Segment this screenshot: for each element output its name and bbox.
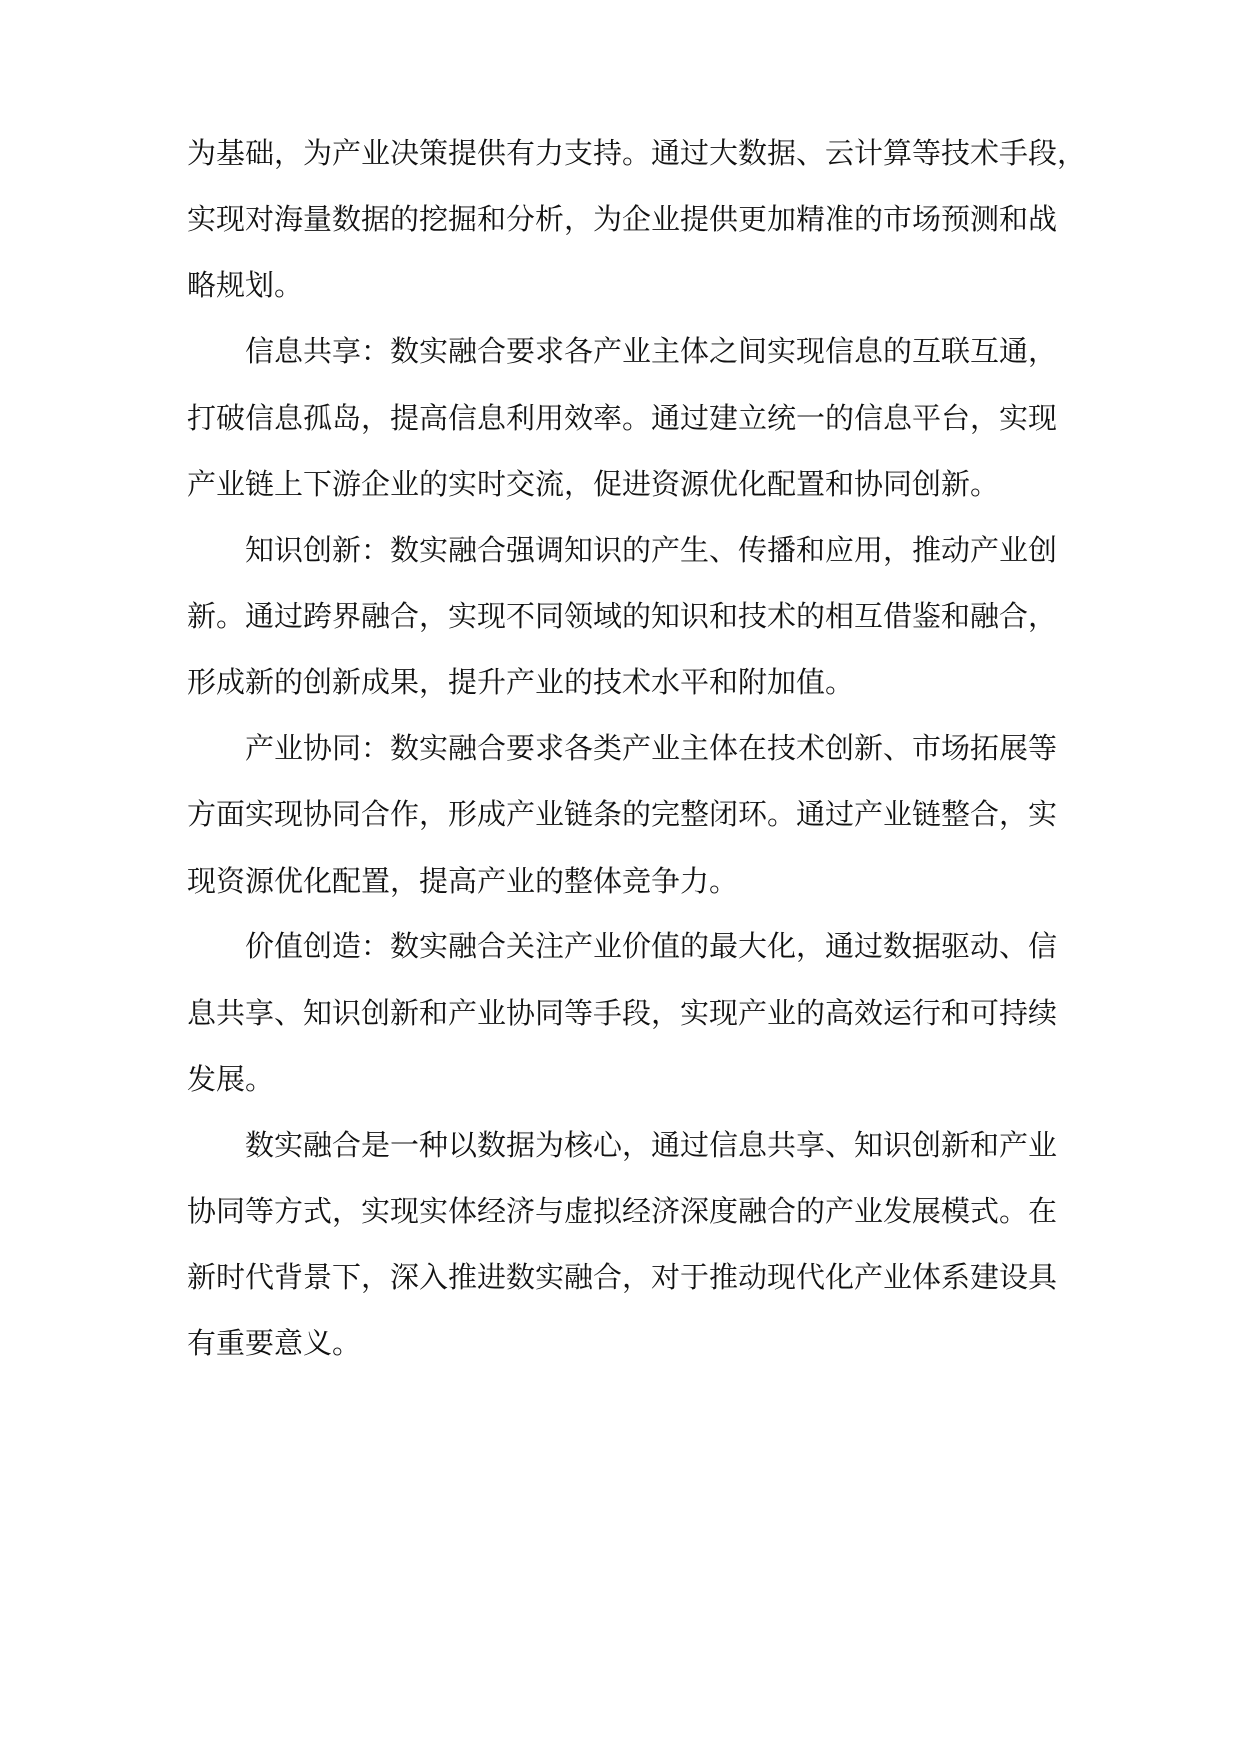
paragraph-2-line-2: 形成新的创新成果，提升产业的技术水平和附加值。 [187,665,855,699]
paragraph-5-line-1: 协同等方式，实现实体经济与虚拟经济深度融合的产业发展模式。在 [187,1194,1058,1228]
paragraph-3-line-2: 现资源优化配置，提高产业的整体竞争力。 [187,864,739,898]
paragraph-3-line-1: 方面实现协同合作，形成产业链条的完整闭环。通过产业链整合，实 [187,797,1058,831]
paragraph-2-line-0: 知识创新：数实融合强调知识的产生、传播和应用，推动产业创 [245,533,1058,567]
paragraph-0-line-2: 略规划。 [187,268,304,302]
paragraph-3-line-0: 产业协同：数实融合要求各类产业主体在技术创新、市场拓展等 [245,731,1058,765]
paragraph-1-line-2: 产业链上下游企业的实时交流，促进资源优化配置和协同创新。 [187,467,1000,501]
paragraph-2-line-1: 新。通过跨界融合，实现不同领域的知识和技术的相互借鉴和融合， [187,599,1058,633]
paragraph-1-line-1: 打破信息孤岛，提高信息利用效率。通过建立统一的信息平台，实现 [187,401,1058,435]
paragraph-5-line-2: 新时代背景下，深入推进数实融合，对于推动现代化产业体系建设具 [187,1260,1058,1294]
paragraph-4-line-2: 发展。 [187,1062,275,1096]
paragraph-1-line-0: 信息共享：数实融合要求各产业主体之间实现信息的互联互通， [245,334,1058,368]
paragraph-5-line-3: 有重要意义。 [187,1326,362,1360]
paragraph-0-line-1: 实现对海量数据的挖掘和分析，为企业提供更加精准的市场预测和战 [187,202,1058,236]
paragraph-4-line-1: 息共享、知识创新和产业协同等手段，实现产业的高效运行和可持续 [187,996,1058,1030]
paragraph-0-line-0: 为基础，为产业决策提供有力支持。通过大数据、云计算等技术手段， [187,136,1087,170]
paragraph-4-line-0: 价值创造：数实融合关注产业价值的最大化，通过数据驱动、信 [245,929,1058,963]
paragraph-5-line-0: 数实融合是一种以数据为核心，通过信息共享、知识创新和产业 [245,1128,1058,1162]
